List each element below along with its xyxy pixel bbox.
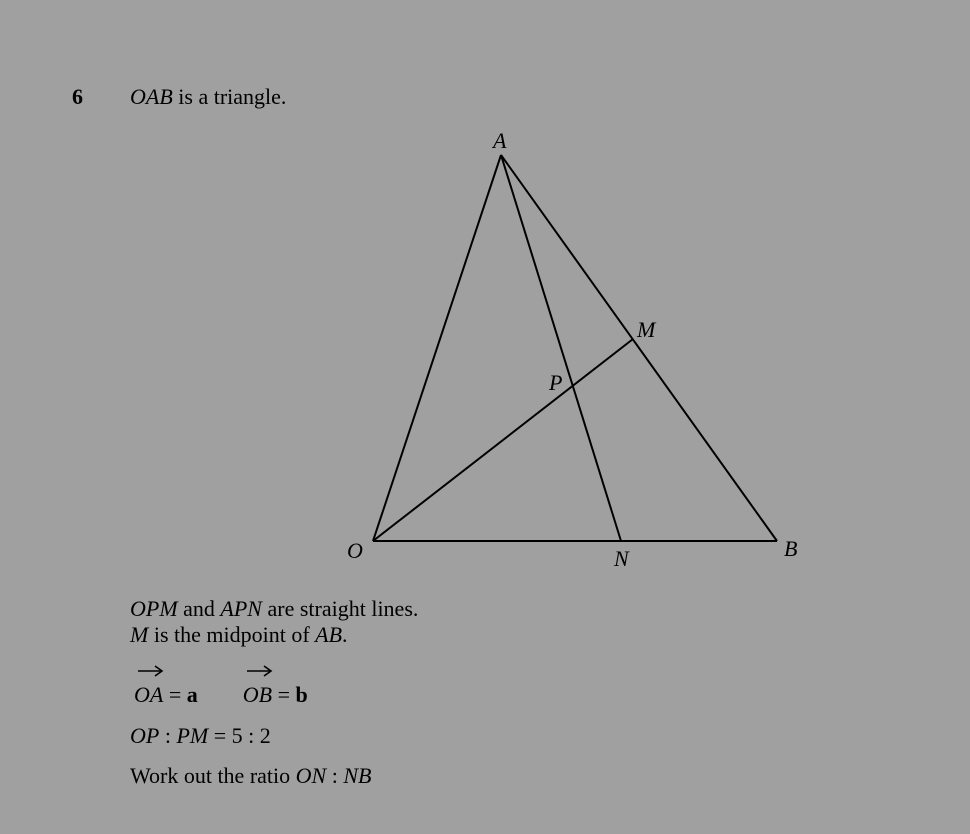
statement-straight-lines (130, 596, 418, 622)
segment-OP: OP (130, 723, 160, 748)
task-text: Work out the ratio (130, 763, 296, 788)
line-name-OPM: OPM (130, 596, 178, 621)
line-OM (373, 339, 633, 541)
segment-NB: NB (343, 763, 372, 788)
text-midpoint: is the midpoint of (148, 622, 316, 647)
ratio-separator: : (326, 763, 344, 788)
point-name-M: M (130, 622, 149, 647)
vector-arrow-icon (243, 664, 273, 678)
line-AN (501, 155, 621, 541)
vector-a: a (186, 682, 198, 707)
ratio-value: = 5 : 2 (208, 723, 271, 748)
vector-OA (134, 682, 163, 708)
vector-b: b (295, 682, 308, 707)
vector-definitions (134, 682, 308, 708)
given-ratio (130, 723, 271, 749)
side-AB (501, 155, 777, 541)
task-instruction (130, 763, 371, 789)
label-P: P (549, 370, 563, 395)
ratio-separator: : (159, 723, 177, 748)
vector-OB (243, 682, 272, 708)
equals-sign: = (272, 682, 296, 707)
side-OA (373, 155, 501, 541)
triangle-name: OAB (130, 84, 173, 109)
label-B: B (784, 536, 798, 561)
segment-PM: PM (176, 723, 209, 748)
vector-OA-name: OA (134, 682, 164, 707)
text-straight-lines: are straight lines. (261, 596, 419, 621)
label-O: O (347, 538, 363, 563)
label-M: M (637, 317, 656, 342)
intro-text: is a triangle. (172, 84, 287, 109)
label-A: A (493, 128, 507, 153)
label-N: N (614, 546, 629, 571)
vector-arrow-icon (134, 664, 164, 678)
question-number: 6 (72, 84, 83, 109)
statement-midpoint (130, 622, 348, 648)
segment-ON: ON (295, 763, 327, 788)
equals-sign: = (163, 682, 187, 707)
text-and: and (177, 596, 221, 621)
segment-name-AB: AB (315, 622, 343, 647)
line-name-APN: APN (220, 596, 262, 621)
vector-OB-name: OB (242, 682, 273, 707)
text-period: . (342, 622, 348, 647)
